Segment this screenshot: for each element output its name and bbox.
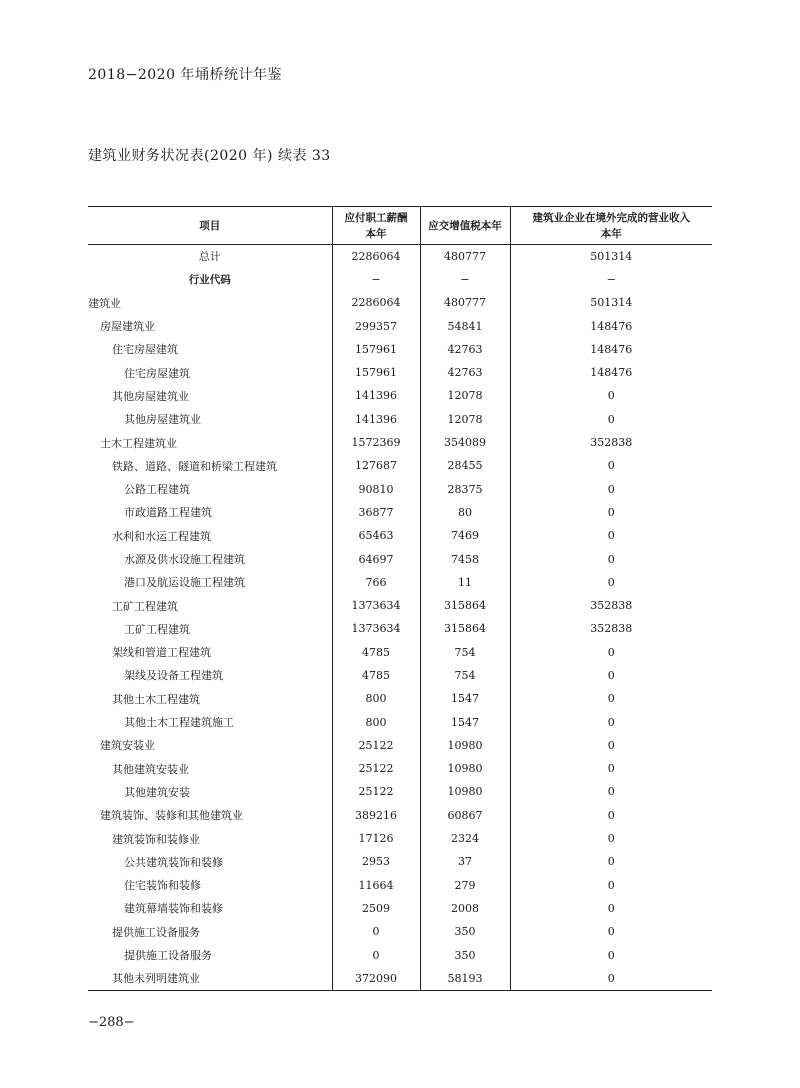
cell-value: 389216 bbox=[332, 804, 420, 827]
row-label: 水源及供水设施工程建筑 bbox=[124, 553, 245, 566]
cell-value: 0 bbox=[510, 501, 712, 524]
cell-value: 0 bbox=[510, 943, 712, 966]
table-row bbox=[88, 804, 712, 827]
cell-value: 25122 bbox=[332, 757, 420, 780]
cell-value: − bbox=[420, 268, 510, 291]
table-row bbox=[88, 571, 712, 594]
cell-value: 7458 bbox=[420, 547, 510, 570]
cell-value: 350 bbox=[420, 943, 510, 966]
table-row bbox=[88, 874, 712, 897]
cell-value: 0 bbox=[510, 408, 712, 431]
table-row bbox=[88, 501, 712, 524]
column-header-2: 应交增值税本年 bbox=[420, 207, 510, 245]
cell-value: 148476 bbox=[510, 338, 712, 361]
cell-value: 0 bbox=[510, 524, 712, 547]
cell-value: 0 bbox=[510, 920, 712, 943]
cell-value: 37 bbox=[420, 850, 510, 873]
cell-value: 372090 bbox=[332, 967, 420, 990]
cell-value: 2008 bbox=[420, 897, 510, 920]
row-label: 提供施工设备服务 bbox=[112, 925, 200, 939]
cell-value: 10980 bbox=[420, 734, 510, 757]
cell-value: 36877 bbox=[332, 501, 420, 524]
cell-value: 65463 bbox=[332, 524, 420, 547]
table-header-row bbox=[88, 207, 712, 245]
table-row bbox=[88, 827, 712, 850]
cell-value: 754 bbox=[420, 641, 510, 664]
cell-value: 501314 bbox=[510, 245, 712, 268]
column-header-0: 项目 bbox=[88, 207, 332, 245]
cell-value: 11664 bbox=[332, 874, 420, 897]
cell-value: 766 bbox=[332, 571, 420, 594]
cell-value: 80 bbox=[420, 501, 510, 524]
row-label: 公路工程建筑 bbox=[124, 483, 190, 497]
cell-value: 0 bbox=[332, 943, 420, 966]
cell-value: 501314 bbox=[510, 291, 712, 314]
row-label: 房屋建筑业 bbox=[100, 320, 155, 334]
cell-value: 0 bbox=[510, 571, 712, 594]
cell-value: 352838 bbox=[510, 431, 712, 454]
cell-value: 754 bbox=[420, 664, 510, 687]
table-row bbox=[88, 454, 712, 477]
cell-value: 58193 bbox=[420, 967, 510, 990]
cell-value: 42763 bbox=[420, 361, 510, 384]
cell-value: 28375 bbox=[420, 477, 510, 500]
cell-value: 1572369 bbox=[332, 431, 420, 454]
row-label: 其他建筑安装 bbox=[124, 785, 190, 799]
row-label: 住宅房屋建筑 bbox=[112, 343, 178, 357]
cell-value: 0 bbox=[510, 897, 712, 920]
row-label: 住宅房屋建筑 bbox=[124, 366, 190, 380]
cell-value: − bbox=[332, 268, 420, 291]
cell-value: 42763 bbox=[420, 338, 510, 361]
running-header: 2018−2020 年埇桥统计年鉴 bbox=[88, 67, 282, 83]
cell-value: 54841 bbox=[420, 314, 510, 337]
table-row bbox=[88, 361, 712, 384]
row-label: 其他房屋建筑业 bbox=[112, 389, 189, 403]
table-row bbox=[88, 594, 712, 617]
cell-value: 0 bbox=[510, 967, 712, 990]
cell-value: 141396 bbox=[332, 408, 420, 431]
cell-value: 157961 bbox=[332, 361, 420, 384]
cell-value: 10980 bbox=[420, 780, 510, 803]
cell-value: 480777 bbox=[420, 291, 510, 314]
cell-value: 90810 bbox=[332, 477, 420, 500]
table-row bbox=[88, 408, 712, 431]
cell-value: 1373634 bbox=[332, 594, 420, 617]
cell-value: 0 bbox=[510, 384, 712, 407]
cell-value: 0 bbox=[510, 757, 712, 780]
cell-value: 350 bbox=[420, 920, 510, 943]
cell-value: − bbox=[510, 268, 712, 291]
table-row bbox=[88, 897, 712, 920]
table-row bbox=[88, 687, 712, 710]
row-label: 铁路、道路、隧道和桥梁工程建筑 bbox=[112, 459, 277, 473]
cell-value: 1373634 bbox=[332, 617, 420, 640]
row-label: 工矿工程建筑 bbox=[124, 622, 190, 636]
table-row bbox=[88, 967, 712, 990]
cell-value: 0 bbox=[510, 734, 712, 757]
cell-value: 2286064 bbox=[332, 245, 420, 268]
table-row bbox=[88, 314, 712, 337]
table-row bbox=[88, 384, 712, 407]
financial-table-container bbox=[88, 206, 712, 991]
column-header-3: 建筑业企业在境外完成的营业收入 本年 bbox=[510, 207, 712, 245]
cell-value: 352838 bbox=[510, 594, 712, 617]
financial-table bbox=[88, 206, 712, 991]
cell-value: 0 bbox=[510, 454, 712, 477]
row-label: 公共建筑装饰和装修 bbox=[124, 855, 223, 869]
cell-value: 800 bbox=[332, 710, 420, 733]
table-row bbox=[88, 710, 712, 733]
cell-value: 141396 bbox=[332, 384, 420, 407]
table-body bbox=[88, 245, 712, 991]
row-label: 总计 bbox=[198, 250, 221, 264]
row-label: 提供施工设备服务 bbox=[124, 949, 212, 963]
table-row bbox=[88, 943, 712, 966]
cell-value: 800 bbox=[332, 687, 420, 710]
cell-value: 12078 bbox=[420, 408, 510, 431]
row-label: 住宅装饰和装修 bbox=[124, 879, 201, 893]
table-row bbox=[88, 291, 712, 314]
row-label: 港口及航运设施工程建筑 bbox=[124, 576, 245, 590]
row-label: 其他房屋建筑业 bbox=[124, 413, 201, 427]
cell-value: 354089 bbox=[420, 431, 510, 454]
row-label: 行业代码 bbox=[188, 273, 231, 286]
cell-value: 25122 bbox=[332, 734, 420, 757]
table-row bbox=[88, 431, 712, 454]
row-label: 建筑装饰、装修和其他建筑业 bbox=[100, 809, 243, 823]
cell-value: 64697 bbox=[332, 547, 420, 570]
cell-value: 352838 bbox=[510, 617, 712, 640]
table-row bbox=[88, 641, 712, 664]
table-row bbox=[88, 245, 712, 268]
cell-value: 1547 bbox=[420, 687, 510, 710]
row-label: 其他建筑安装业 bbox=[112, 762, 189, 776]
table-row bbox=[88, 524, 712, 547]
cell-value: 0 bbox=[510, 780, 712, 803]
table-row bbox=[88, 617, 712, 640]
cell-value: 299357 bbox=[332, 314, 420, 337]
cell-value: 0 bbox=[510, 641, 712, 664]
cell-value: 315864 bbox=[420, 617, 510, 640]
row-label: 其他土木工程建筑 bbox=[112, 692, 200, 706]
cell-value: 0 bbox=[510, 710, 712, 733]
table-row bbox=[88, 664, 712, 687]
cell-value: 1547 bbox=[420, 710, 510, 733]
row-label: 建筑幕墙装饰和装修 bbox=[124, 902, 223, 916]
cell-value: 11 bbox=[420, 571, 510, 594]
cell-value: 0 bbox=[510, 664, 712, 687]
cell-value: 2509 bbox=[332, 897, 420, 920]
cell-value: 12078 bbox=[420, 384, 510, 407]
cell-value: 60867 bbox=[420, 804, 510, 827]
table-title: 建筑业财务状况表(2020 年) 续表 33 bbox=[88, 148, 331, 164]
table-row bbox=[88, 757, 712, 780]
cell-value: 279 bbox=[420, 874, 510, 897]
cell-value: 0 bbox=[510, 477, 712, 500]
table-row bbox=[88, 850, 712, 873]
page-number: −288− bbox=[88, 1015, 135, 1030]
cell-value: 2953 bbox=[332, 850, 420, 873]
cell-value: 0 bbox=[510, 827, 712, 850]
cell-value: 0 bbox=[510, 547, 712, 570]
cell-value: 0 bbox=[510, 804, 712, 827]
cell-value: 0 bbox=[510, 850, 712, 873]
cell-value: 2286064 bbox=[332, 291, 420, 314]
cell-value: 480777 bbox=[420, 245, 510, 268]
row-label: 架线和管道工程建筑 bbox=[112, 646, 211, 660]
cell-value: 4785 bbox=[332, 641, 420, 664]
row-label: 其他未列明建筑业 bbox=[88, 967, 332, 990]
cell-value: 25122 bbox=[332, 780, 420, 803]
row-label: 建筑装饰和装修业 bbox=[112, 832, 200, 846]
cell-value: 17126 bbox=[332, 827, 420, 850]
row-label: 土木工程建筑业 bbox=[100, 436, 177, 450]
cell-value: 0 bbox=[332, 920, 420, 943]
table-row bbox=[88, 268, 712, 291]
table-row bbox=[88, 477, 712, 500]
table-header bbox=[88, 207, 712, 245]
row-label: 市政道路工程建筑 bbox=[124, 506, 212, 520]
cell-value: 0 bbox=[510, 874, 712, 897]
cell-value: 148476 bbox=[510, 314, 712, 337]
row-label: 建筑安装业 bbox=[100, 739, 155, 753]
table-row bbox=[88, 338, 712, 361]
column-header-1: 应付职工薪酬 本年 bbox=[332, 207, 420, 245]
cell-value: 10980 bbox=[420, 757, 510, 780]
row-label: 其他土木工程建筑施工 bbox=[124, 716, 234, 730]
cell-value: 148476 bbox=[510, 361, 712, 384]
cell-value: 157961 bbox=[332, 338, 420, 361]
table-row bbox=[88, 780, 712, 803]
cell-value: 127687 bbox=[332, 454, 420, 477]
table-row bbox=[88, 547, 712, 570]
table-row bbox=[88, 734, 712, 757]
row-label: 建筑业 bbox=[88, 296, 121, 310]
row-label: 水利和水运工程建筑 bbox=[112, 529, 211, 543]
cell-value: 315864 bbox=[420, 594, 510, 617]
table-row bbox=[88, 920, 712, 943]
cell-value: 28455 bbox=[420, 454, 510, 477]
cell-value: 0 bbox=[510, 687, 712, 710]
cell-value: 2324 bbox=[420, 827, 510, 850]
cell-value: 4785 bbox=[332, 664, 420, 687]
row-label: 工矿工程建筑 bbox=[112, 599, 178, 613]
row-label: 架线及设备工程建筑 bbox=[124, 669, 223, 683]
cell-value: 7469 bbox=[420, 524, 510, 547]
